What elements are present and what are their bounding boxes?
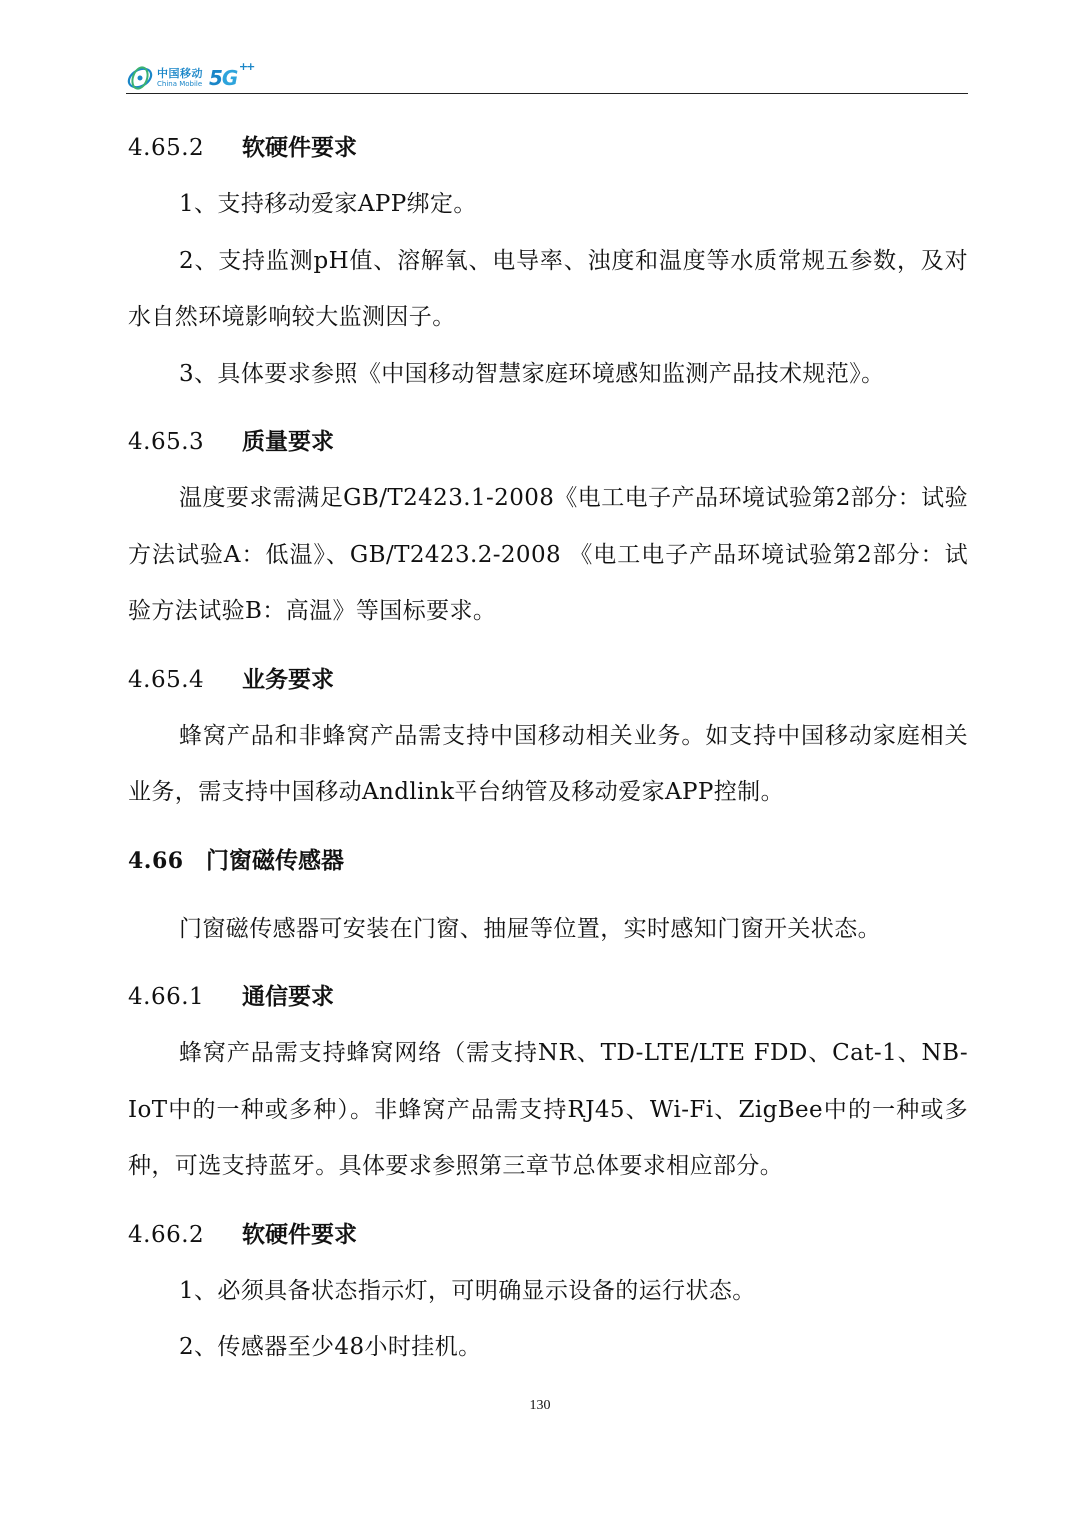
section-heading-4-66-2 (128, 1207, 968, 1263)
section-title: 门窗磁传感器 (206, 846, 344, 874)
section-title: 质量要求 (242, 428, 334, 455)
list-item: 2、支持监测pH值、溶解氧、电导率、浊度和温度等水质常规五参数，及对水自然环境影响较大监测因子。 (128, 247, 968, 330)
section-number: 4.65.3 (128, 429, 205, 455)
logo-text (157, 68, 203, 88)
section-heading-4-65-4 (128, 652, 968, 708)
section-number: 4.65.2 (128, 135, 205, 161)
section-number: 4.66 (128, 847, 184, 874)
page-number: 130 (529, 1398, 551, 1413)
paragraph: 温度要求需满足GB/T2423.1-2008《电工电子产品环境试验第2部分：试验方法试验A：低温》、GB/T2423.2-2008 《电工电子产品环境试验第2部分：试验方法试验B：高温》等国标要求。 (128, 485, 968, 624)
logo-5g-digit: 5 (209, 66, 222, 90)
list-item: 1、支持移动爱家APP绑定。 (179, 191, 477, 217)
5g-logo (209, 60, 254, 90)
section-heading-4-65-2 (128, 120, 968, 176)
section-title: 软硬件要求 (242, 134, 357, 161)
header-divider (126, 93, 968, 94)
paragraph: 门窗磁传感器可安装在门窗、抽屉等位置，实时感知门窗开关状态。 (179, 915, 881, 942)
list-item: 2、传感器至少48小时挂机。 (179, 1334, 482, 1360)
china-mobile-swirl-icon (126, 64, 154, 92)
section-number: 4.66.2 (128, 1221, 205, 1248)
section-heading-4-65-3 (128, 414, 968, 470)
logo-5g-letter: G (221, 66, 238, 90)
logo-english-name: China Mobile (157, 80, 203, 88)
section-heading-4-66 (128, 833, 968, 889)
page-header (126, 58, 968, 96)
section-title: 软硬件要求 (242, 1220, 357, 1248)
section-number: 4.65.4 (128, 666, 205, 693)
logo-plus-mark: ++ (238, 60, 254, 73)
list-item: 3、具体要求参照《中国移动智慧家庭环境感知监测产品技术规范》。 (179, 360, 885, 387)
section-title: 通信要求 (242, 983, 334, 1010)
list-item: 1、必须具备状态指示灯，可明确显示设备的运行状态。 (179, 1277, 756, 1304)
logo-chinese-name: 中国移动 (157, 67, 203, 80)
document-body (128, 120, 968, 1376)
section-number: 4.66.1 (128, 984, 205, 1010)
section-title: 业务要求 (242, 665, 334, 693)
section-heading-4-66-1 (128, 969, 968, 1025)
paragraph: 蜂窝产品和非蜂窝产品需支持中国移动相关业务。如支持中国移动家庭相关业务，需支持中国移动Andlink平台纳管及移动爱家APP控制。 (128, 722, 968, 805)
paragraph: 蜂窝产品需支持蜂窝网络（需支持NR、TD-LTE/LTE FDD、Cat-1、NB-IoT中的一种或多种）。非蜂窝产品需支持RJ45、Wi-Fi、ZigBee中的一种或多种，可选支持蓝牙。具体要求参照第三章节总体要求相应部分。 (128, 1040, 968, 1179)
china-mobile-logo (126, 60, 254, 94)
